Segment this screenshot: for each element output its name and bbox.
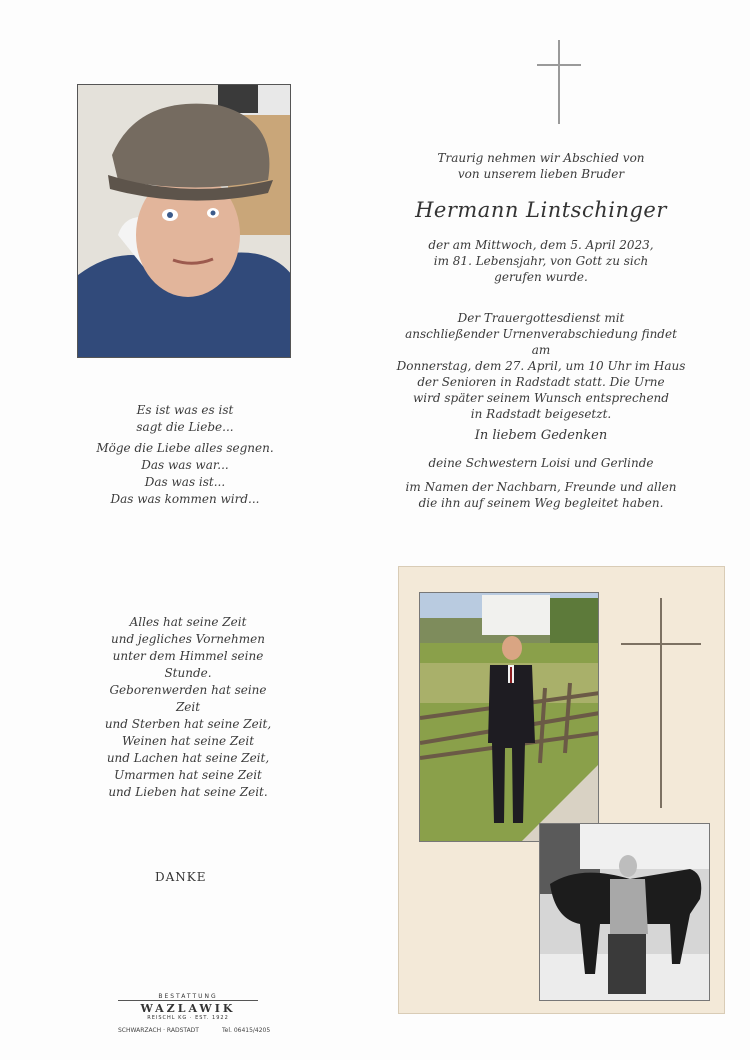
- in-memory: In liebem Gedenken: [474, 428, 608, 443]
- logo-sub-text: REISCHL KG · EST. 1922: [147, 1015, 229, 1021]
- poem-line: unter dem Himmel seine: [112, 649, 264, 663]
- poem-line: Möge die Liebe alles segnen.: [96, 441, 274, 455]
- others-line: im Namen der Nachbarn, Freunde und allen: [405, 480, 677, 494]
- portrait-photo: [77, 84, 291, 358]
- photo-man-with-horse: [539, 823, 710, 1001]
- death-info-line: im 81. Lebensjahr, von Gott zu sich: [433, 254, 649, 268]
- death-info: [410, 237, 672, 285]
- poem-top: [85, 402, 285, 508]
- poem-line: Es ist was es ist: [136, 403, 234, 417]
- poem-line: Das was war...: [141, 458, 229, 472]
- poem-line: und jegliches Vornehmen: [111, 632, 265, 646]
- poem-line: sagt die Liebe...: [136, 420, 234, 434]
- death-info-line: gerufen wurde.: [494, 270, 588, 284]
- mourners: deine Schwestern Loisi und Gerlinde: [428, 456, 654, 470]
- poem-line: und Lieben hat seine Zeit.: [108, 785, 268, 799]
- poem-line: Umarmen hat seine Zeit: [114, 768, 262, 782]
- poem-line: Geborenwerden hat seine: [109, 683, 267, 697]
- logo-location: SCHWARZACH · RADSTADT: [118, 1027, 199, 1034]
- intro-line: Traurig nehmen wir Abschied von: [437, 151, 645, 165]
- intro-line: von unserem lieben Bruder: [457, 167, 625, 181]
- deceased-name: Hermann Lintschinger: [415, 198, 667, 222]
- service-info-line: wird später seinem Wunsch entsprechend: [413, 391, 669, 405]
- poem-line: Das was kommen wird...: [110, 492, 260, 506]
- photo-young-man: [419, 592, 599, 842]
- others-text: [395, 479, 687, 511]
- poem-line: Zeit: [175, 700, 201, 714]
- thanks-text: DANKE: [155, 870, 207, 884]
- others-line: die ihn auf seinem Weg begleitet haben.: [418, 496, 664, 510]
- logo-top-text: BESTATTUNG: [158, 993, 218, 1000]
- card-cross-icon: [621, 598, 701, 808]
- cross-icon: [537, 40, 581, 124]
- logo-name: WAZLAWIK: [118, 1000, 258, 1015]
- service-info-line: Donnerstag, dem 27. April, um 10 Uhr im Haus: [396, 359, 686, 373]
- poem-line: und Sterben hat seine Zeit,: [104, 717, 272, 731]
- poem-bottom: [88, 614, 288, 801]
- service-info: [395, 310, 687, 422]
- funeral-home-logo: [118, 993, 258, 1021]
- service-info-line: der Senioren in Radstadt statt. Die Urne: [417, 375, 665, 389]
- logo-phone: Tel. 06415/4205: [222, 1027, 271, 1034]
- intro-text: [410, 150, 672, 182]
- death-info-line: der am Mittwoch, dem 5. April 2023,: [428, 238, 654, 252]
- service-info-line: in Radstadt beigesetzt.: [470, 407, 612, 421]
- poem-line: Das was ist...: [144, 475, 226, 489]
- poem-line: und Lachen hat seine Zeit,: [106, 751, 270, 765]
- service-info-line: anschließender Urnenverabschiedung findet am: [405, 327, 677, 357]
- poem-line: Stunde.: [164, 666, 212, 680]
- service-info-line: Der Trauergottesdienst mit: [457, 311, 625, 325]
- poem-line: Alles hat seine Zeit: [129, 615, 247, 629]
- poem-line: Weinen hat seine Zeit: [121, 734, 255, 748]
